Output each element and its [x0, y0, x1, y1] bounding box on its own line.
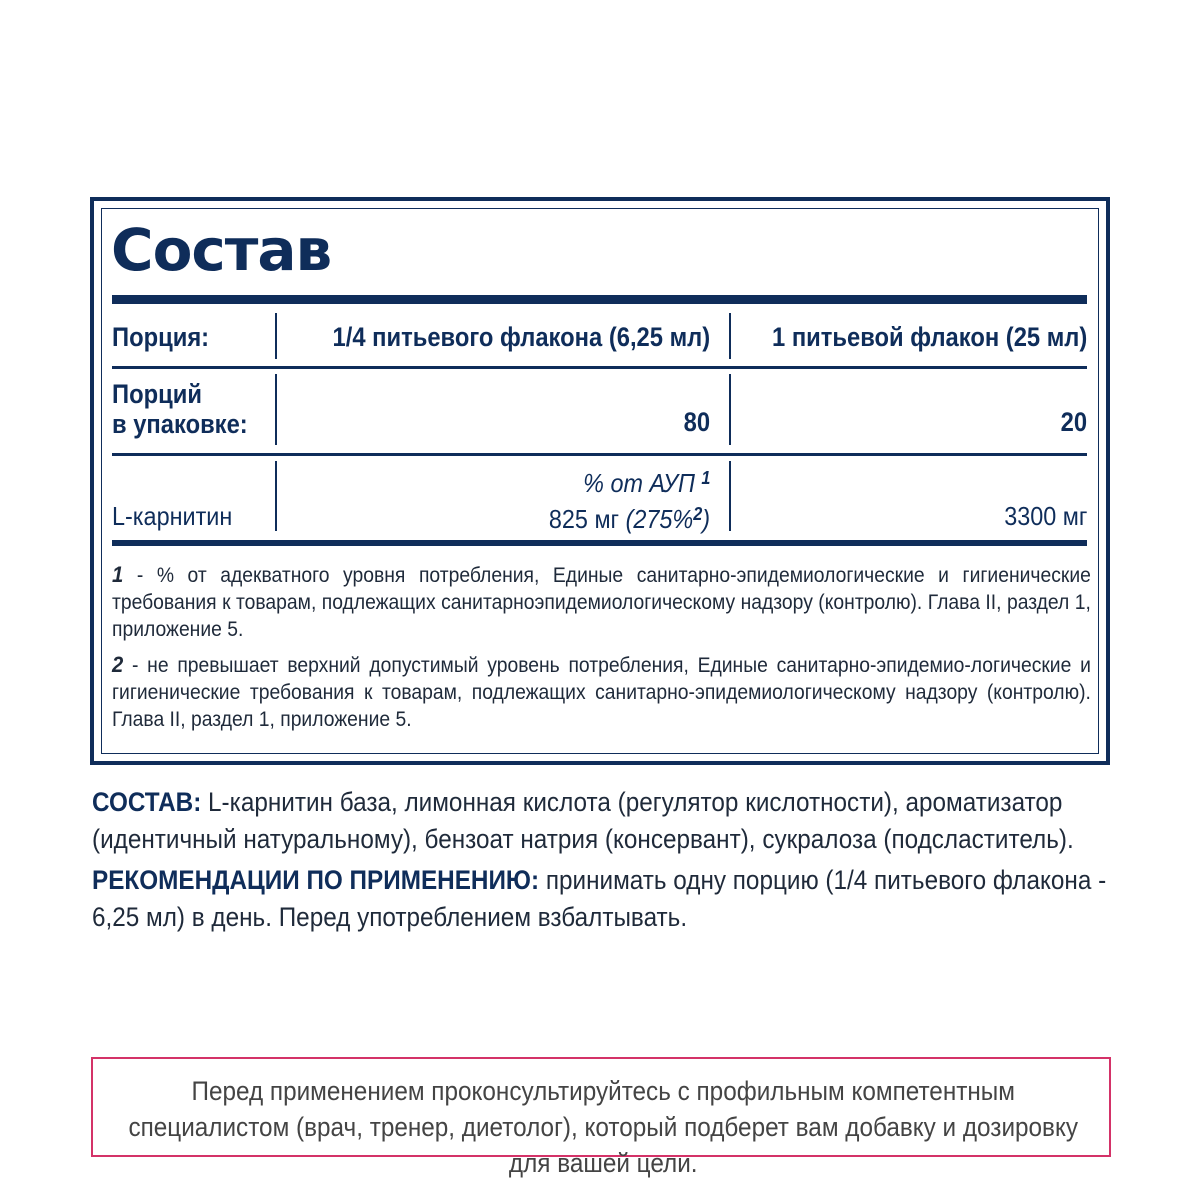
recommendations-label: РЕКОМЕНДАЦИИ ПО ПРИМЕНЕНИЮ: [92, 865, 540, 895]
servings-label-line1: Порций [112, 379, 202, 409]
ingredient-col1-close: ) [702, 504, 710, 534]
divider-before-footnotes [112, 540, 1087, 546]
footnote-2-text: - не превышает верхний допустимый уровень потребления, Единые санитарно-эпидемио-логические и гигиенические требования к товарам, подлежащих санитарно-эпидемиологическому надзору (контролю). Глава II, раздел 1, приложение 5. [112, 654, 1091, 731]
composition-text: L-карнитин база, лимонная кислота (регулятор кислотности), ароматизатор (идентичный натуральному), бензоат натрия (консервант), сукралоза (подсластитель). [92, 787, 1074, 854]
footnote-1-text: - % от адекватного уровня потребления, Единые санитарно-эпидемиологические и гигиенические требования к товарам, подлежащих санитарноэпидемиологическому надзору (контролю). Глава II, раздел 1, приложение 5. [112, 564, 1091, 641]
ingredient-col1-amount: 825 мг [548, 504, 620, 534]
serving-col2: 1 питьевой флакон (25 мл) [771, 322, 1087, 352]
divider-row2 [112, 453, 1087, 456]
servings-col2: 20 [1060, 407, 1087, 437]
serving-label: Порция: [112, 322, 210, 352]
footnote-2 [112, 651, 1091, 733]
recommendations-text: принимать одну порцию (1/4 питьевого флакона - 6,25 мл) в день. Перед употреблением взбалтывать. [92, 865, 1107, 932]
footnote-1 [112, 561, 1091, 643]
warning-box [91, 1057, 1111, 1178]
col-divider [275, 461, 277, 531]
col-divider [729, 313, 731, 359]
ingredient-col1-footnote: 2 [693, 504, 703, 524]
composition-paragraph [92, 784, 1109, 858]
panel-title: Состав [111, 216, 332, 284]
ingredient-name: L-карнитин [112, 501, 233, 531]
servings-label-line2: в упаковке: [112, 409, 248, 439]
ingredient-col1 [549, 499, 710, 534]
composition-label: СОСТАВ: [92, 787, 202, 817]
divider-thick [112, 295, 1087, 304]
percent-header-text: % от АУП [582, 468, 695, 498]
divider-row1 [112, 366, 1087, 369]
col-divider [729, 461, 731, 531]
col-divider [275, 313, 277, 359]
supplement-facts-panel [90, 197, 1110, 765]
ingredient-col1-percent: (275% [625, 504, 694, 534]
recommendations-paragraph [92, 862, 1109, 936]
percent-header-footnote: 1 [700, 468, 710, 488]
footnote-1-number: 1 [112, 562, 124, 587]
col-divider [275, 374, 277, 445]
percent-header [583, 463, 710, 498]
col-divider [729, 374, 731, 445]
serving-col1: 1/4 питьевого флакона (6,25 мл) [332, 322, 710, 352]
ingredient-col2: 3300 мг [1003, 501, 1087, 531]
footnote-2-number: 2 [112, 652, 124, 677]
servings-col1: 80 [683, 407, 710, 437]
warning-text: Перед применением проконсультируйтесь с профильным компетентным специалистом (врач, тренер, диетолог), который подберет вам добавку и дозировку для вашей цели. [128, 1076, 1079, 1178]
